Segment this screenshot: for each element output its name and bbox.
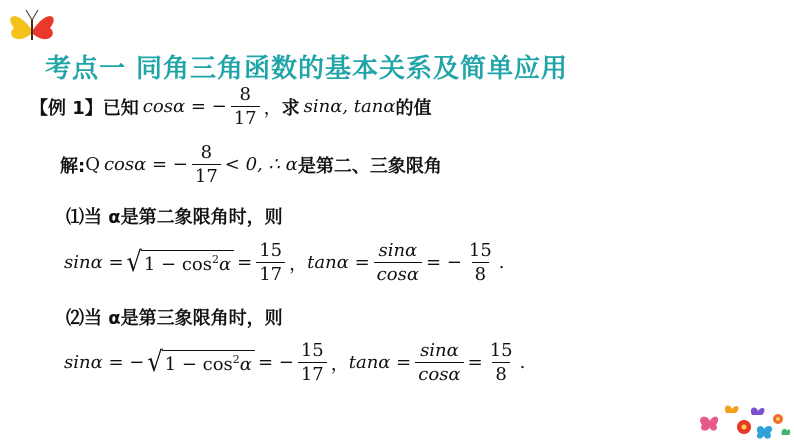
case2-tan-lhs: tanα =: [348, 352, 412, 373]
fraction-denominator: 17: [231, 106, 260, 129]
fraction-numerator: sinα: [420, 340, 459, 361]
solution-relation: < 0, ∴ α: [224, 154, 298, 175]
solution-fraction: [192, 142, 221, 187]
case1-sin-lhs: sinα =: [64, 252, 124, 273]
case1-sqrt: [126, 245, 235, 279]
fraction-denominator: 8: [472, 262, 489, 285]
fraction-numerator: 15: [300, 340, 324, 361]
solution-label: 解:: [60, 155, 86, 177]
fraction-denominator: 17: [298, 362, 327, 385]
fraction-denominator: 17: [256, 262, 285, 285]
butterflies-flowers-icon: [692, 395, 792, 445]
case2-heading: ⑵当 α是第三象限角时，则: [66, 308, 283, 329]
radicand-alpha: α: [239, 354, 252, 375]
example-ask: 求: [281, 97, 300, 119]
fraction-denominator: 17: [192, 164, 221, 187]
solution-cos-lhs: cosα = −: [103, 154, 188, 175]
case1-formula: [64, 240, 505, 285]
section-title: 考点一 同角三角函数的基本关系及简单应用: [45, 54, 569, 84]
solution-line: [60, 142, 442, 187]
fraction-numerator: 15: [259, 240, 283, 261]
example-suffix: 的值: [395, 97, 432, 119]
example-prefix: 【例 1】已知: [30, 97, 139, 119]
example-comma: ，: [263, 97, 282, 119]
case1-eq2: = −: [425, 252, 462, 273]
case1-heading: ⑴当 α是第二象限角时，则: [66, 207, 283, 228]
fraction-numerator: 8: [239, 84, 251, 105]
radicand: [162, 350, 255, 375]
fraction-numerator: 15: [468, 240, 492, 261]
case2-end: .: [519, 352, 526, 373]
radicand-text: 1 − cos: [164, 354, 233, 375]
radicand-exponent: 2: [232, 353, 240, 366]
fraction-denominator: cosα: [374, 262, 422, 285]
case2-formula: [64, 340, 525, 385]
case2-ratio: [415, 340, 463, 385]
fraction-numerator: sinα: [378, 240, 418, 261]
example-fraction: [231, 84, 260, 129]
solution-q-symbol: Q: [85, 154, 100, 175]
radicand: [141, 250, 234, 275]
example-targets: sinα, tanα: [303, 96, 396, 117]
radicand-text: 1 − cos: [143, 254, 212, 275]
fraction-denominator: 8: [492, 362, 509, 385]
case2-sin-value: [298, 340, 327, 385]
example-cos-lhs: cosα = −: [142, 96, 227, 117]
case1-comma: ，: [289, 253, 308, 275]
fraction-numerator: 8: [200, 142, 213, 163]
case2-tan-value: [487, 340, 516, 385]
radical-sign: √: [147, 345, 163, 379]
case1-tan-lhs: tanα =: [307, 252, 370, 273]
case1-eq: =: [237, 252, 253, 273]
case2-eq2: =: [467, 352, 483, 373]
solution-conclusion: 是第二、三象限角: [297, 155, 442, 177]
case1-tan-value: [466, 240, 495, 285]
fraction-denominator: cosα: [415, 362, 463, 385]
case2-eq: = −: [257, 352, 294, 373]
radical-sign: √: [126, 245, 142, 279]
radicand-exponent: 2: [211, 253, 219, 266]
case2-sin-lhs: sinα = −: [64, 352, 145, 373]
fraction-numerator: 15: [489, 340, 513, 361]
example-statement: [30, 84, 432, 129]
case1-sin-value: [256, 240, 285, 285]
case1-ratio: [374, 240, 422, 285]
case2-sqrt: [147, 345, 255, 379]
radicand-alpha: α: [218, 254, 232, 275]
butterfly-icon: [2, 2, 62, 52]
case1-end: .: [498, 252, 505, 273]
case2-comma: ，: [330, 353, 349, 375]
